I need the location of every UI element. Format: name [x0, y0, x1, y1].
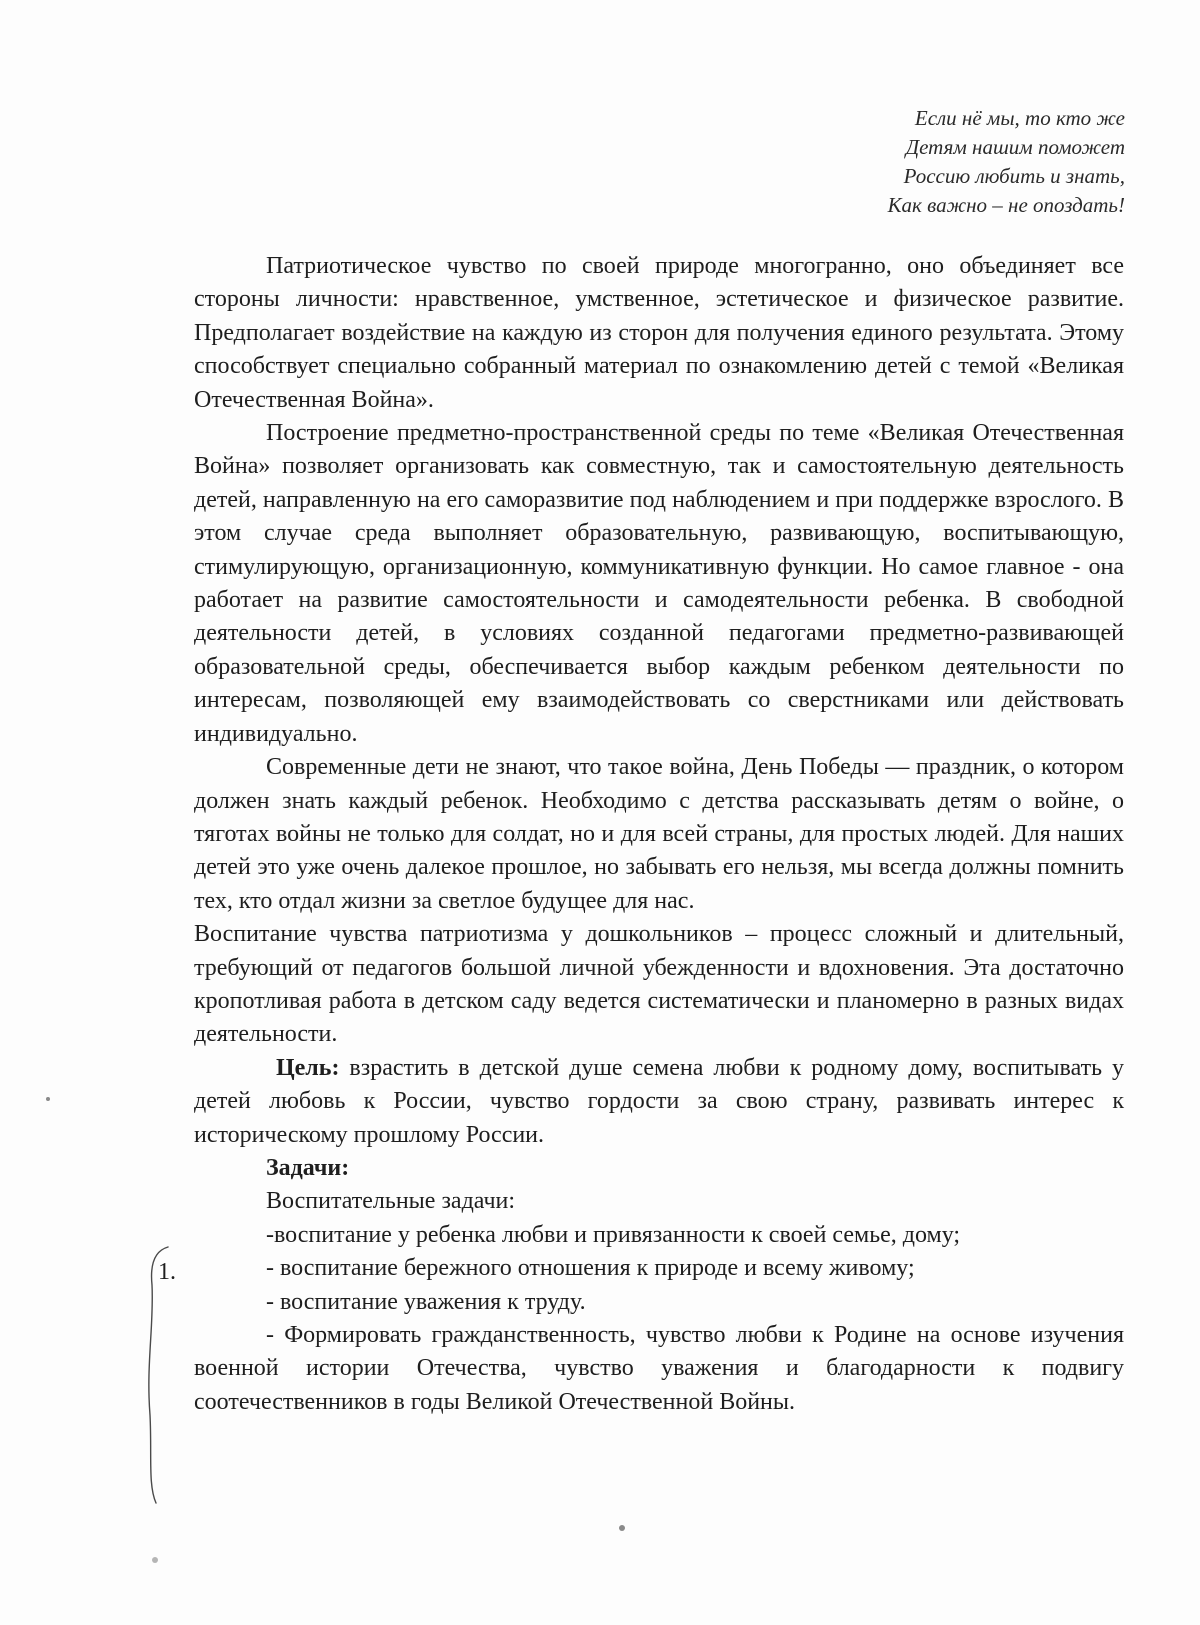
epigraph-line: Детям нашим поможет	[905, 135, 1125, 159]
list-number: 1.	[158, 1259, 176, 1285]
paragraph: Воспитание чувства патриотизма у дошкольников – процесс сложный и длительный, требующий от педагогов большой личной убежденности и вдохновения. Эта достаточно кропотливая работа в детском саду ведется систематически и планомерно в разных видах деятельности.	[194, 921, 1124, 1048]
epigraph	[888, 104, 1125, 220]
paragraph: Патриотическое чувство по своей природе многогранно, оно объединяет все стороны личности: нравственное, умственное, эстетическое и физическое развитие. Предполагает воздействие на каждую из сторон для получения единого результата. Этому способствует специально собранный материал по ознакомлению детей с темой «Великая Отечественная Война».	[194, 253, 1124, 413]
tasks-title: Задачи:	[266, 1154, 350, 1181]
paragraph: Современные дети не знают, что такое война, День Победы — праздник, о котором должен знать каждый ребенок. Необходимо с детства рассказывать детям о войне, о тяготах войны не только для солдат, но и для всей страны, для простых людей. Для наших детей это уже очень далекое прошлое, но забывать его нельзя, мы всегда должны помнить тех, кто отдал жизни за светлое будущее для нас.	[194, 754, 1124, 914]
epigraph-line: Как важно – не опоздать!	[887, 193, 1125, 217]
scan-speck	[619, 1525, 625, 1531]
goal-label: Цель:	[275, 1054, 340, 1081]
goal-paragraph	[194, 1052, 1124, 1152]
scan-speck	[46, 1097, 50, 1101]
list-item: - воспитание бережного отношения к природе и всему живому;	[266, 1255, 915, 1282]
list-item: -воспитание у ребенка любви и привязанности к своей семье, дому;	[266, 1221, 961, 1248]
paragraph: Построение предметно-пространственной среды по теме «Великая Отечественная Война» позволяет организовать как совместную, так и самостоятельную деятельность детей, направленную на его саморазвитие под наблюдением и при поддержке взрослого. В этом случае среда выполняет образовательную, развивающую, воспитывающую, стимулирующую, организационную, коммуникативную функции. Но самое главное - она работает на развитие самостоятельности и самодеятельности ребенка. В свободной деятельности детей, в условиях созданной педагогами предметно-развивающей образовательной среды, обеспечивается выбор каждым ребенком деятельности по интересам, позволяющей ему взаимодействовать со сверстниками или действовать индивидуально.	[194, 420, 1124, 747]
goal-text: взрастить в детской душе семена любви к родному дому, воспитывать у детей любовь к России, чувство гордости за свою страну, развивать интерес к историческому прошлому России.	[194, 1054, 1125, 1148]
epigraph-line: Россию любить и знать,	[903, 164, 1125, 188]
epigraph-line: Если нё мы, то кто же	[914, 106, 1125, 130]
tasks-heading: Воспитательные задачи:	[266, 1188, 516, 1215]
document-body	[194, 250, 1124, 1419]
list-item: - Формировать гражданственность, чувство любви к Родине на основе изучения военной истории Отечества, чувство уважения и благодарности к подвигу соотечественников в годы Великой Отечественной Войны.	[194, 1322, 1124, 1415]
list-item: - воспитание уважения к труду.	[266, 1288, 586, 1315]
scan-speck	[152, 1557, 158, 1563]
handwritten-bracket-mark	[140, 1245, 170, 1505]
